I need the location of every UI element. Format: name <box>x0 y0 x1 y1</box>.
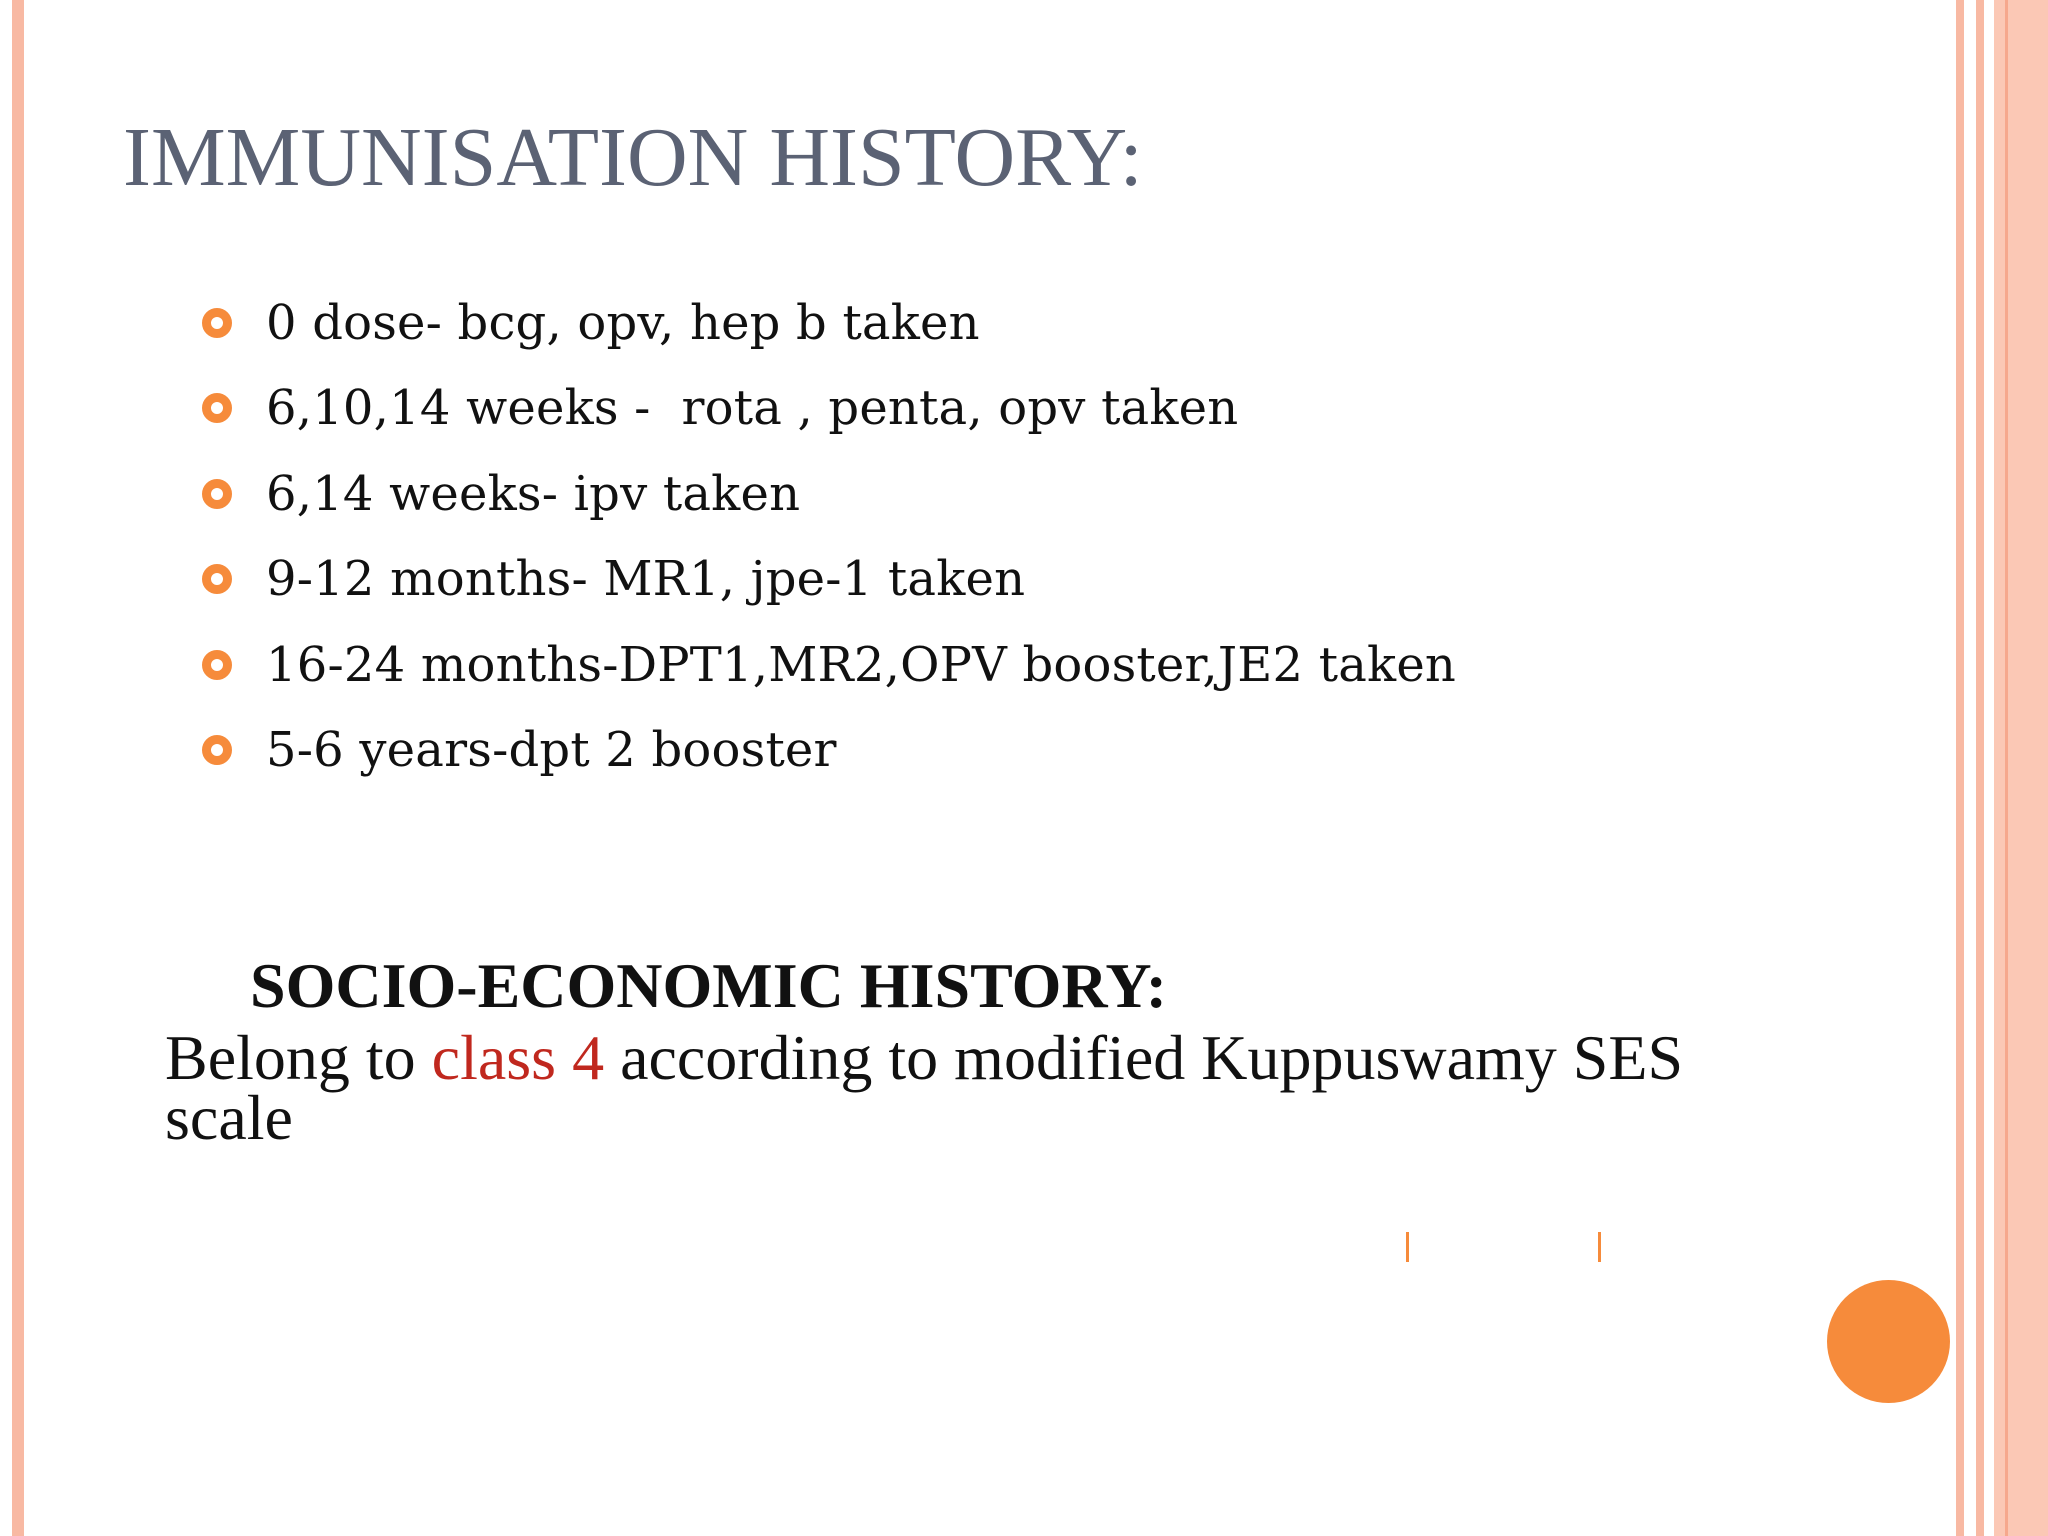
list-item-text: 16-24 months-DPT1,MR2,OPV booster,JE2 taken <box>266 636 1457 693</box>
list-item-text: 9-12 months- MR1, jpe-1 taken <box>266 551 1026 608</box>
orange-ring-bullet-icon <box>202 393 232 423</box>
slide-title: IMMUNISATION HISTORY: <box>123 111 1143 204</box>
immunisation-list <box>200 280 1456 793</box>
orange-ring-bullet-icon <box>202 564 232 594</box>
left-border-stripe <box>12 0 24 1536</box>
right-border-band <box>1994 0 2048 1536</box>
right-border-line <box>2005 0 2008 1536</box>
orange-ring-bullet-icon <box>202 479 232 509</box>
right-border-gap <box>1964 0 1976 1536</box>
list-item-text: 0 dose- bcg, opv, hep b taken <box>266 294 980 351</box>
list-item-text: 5-6 years-dpt 2 booster <box>266 722 837 779</box>
right-border-stripe <box>1956 0 1964 1536</box>
list-item <box>200 622 1456 708</box>
decorative-tick <box>1598 1232 1601 1262</box>
orange-ring-bullet-icon <box>202 650 232 680</box>
list-item-text: 6,14 weeks- ipv taken <box>266 465 801 522</box>
list-item <box>200 280 1456 366</box>
socio-text-suffix: according to modified Kuppuswamy SES scale <box>165 1022 1684 1153</box>
socio-text-prefix: Belong to <box>165 1022 432 1093</box>
socio-economic-heading: SOCIO-ECONOMIC HISTORY: <box>250 950 1168 1021</box>
right-border-gap <box>1984 0 1994 1536</box>
orange-ring-bullet-icon <box>202 735 232 765</box>
orange-ring-bullet-icon <box>202 308 232 338</box>
list-item <box>200 451 1456 537</box>
decorative-tick <box>1406 1232 1409 1262</box>
list-item <box>200 366 1456 452</box>
list-item <box>200 537 1456 623</box>
socio-class-highlight: class 4 <box>431 1022 605 1093</box>
list-item <box>200 708 1456 794</box>
right-border-stripe <box>1976 0 1984 1536</box>
socio-economic-text <box>165 1022 1765 1153</box>
list-item-text: 6,10,14 weeks - rota , penta, opv taken <box>266 380 1239 437</box>
orange-circle-decoration <box>1827 1280 1950 1403</box>
